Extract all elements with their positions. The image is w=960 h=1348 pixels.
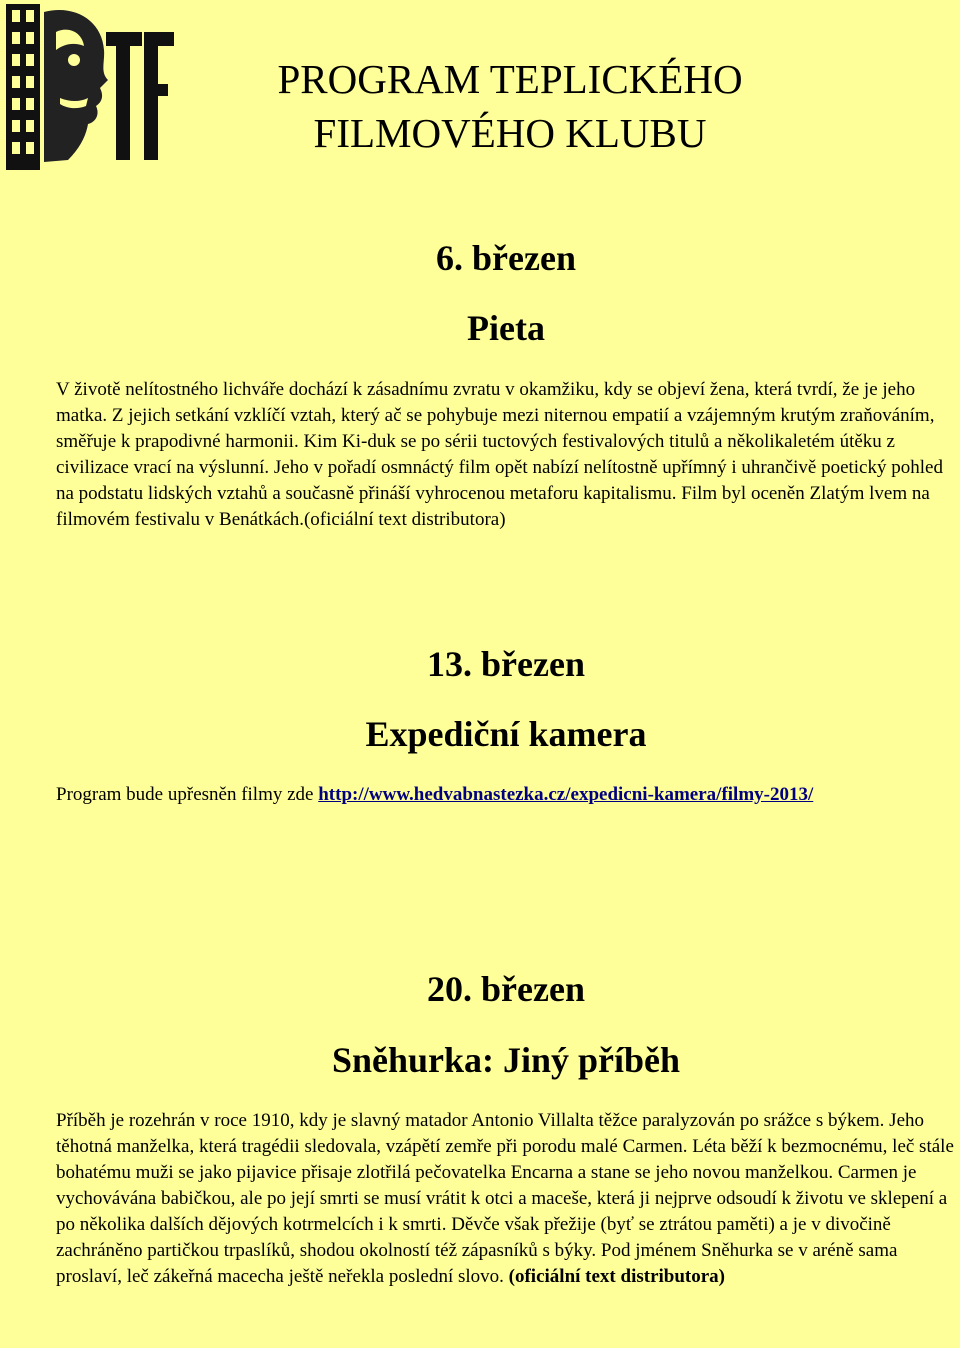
film-description-3	[56, 1108, 956, 1290]
event-date-1: 6. březen	[436, 238, 576, 278]
tff-logo-icon	[4, 2, 176, 172]
film-title-3: Sněhurka: Jiný příběh	[331, 1040, 681, 1080]
program-note: Program bude upřesněn filmy zde	[56, 784, 319, 805]
distributor-note: (oficiální text distributora)	[508, 1266, 726, 1287]
film-description-1: V životě nelítostného lichváře dochází k zásadnímu zvratu v okamžiku, kdy se objeví žena, která tvrdí, že je jeho matka. Z jejich setkání vzklíčí vztah, který ač se pohybuje mezi niternou empatií a vzájemným krutým zraňováním, směřuje k prapodivné harmonii. Kim Ki-duk se po sérii tuctových festivalových titulů a několikaletém útěku z civilizace vrací na výslunní. Jeho v pořadí osmnáctý film opět nabízí nelítostně upřímný i uhrančivě poetický pohled na podstatu lidských vztahů a současně přináší vyhrocenou metaforu kapitalismu. Film byl oceněn Zlatým lvem na filmovém festivalu v Benátkách.(oficiální text distributora)	[56, 379, 943, 530]
program-link[interactable]: http://www.hedvabnastezka.cz/expedicni-kamera/filmy-2013/	[318, 784, 814, 805]
film-description-3-text: Příběh je rozehrán v roce 1910, kdy je slavný matador Antonio Villalta těžce paralyzován po srážce s býkem. Jeho těhotná manželka, která tragédii sledovala, vzápětí zemře při porodu malé Carmen. Léta běží k bezmocnému, leč stále bohatému muži se jako pijavice přisaje zlotřilá pečovatelka Encarna a stane se jeho novou manželkou. Carmen je vychovávána babičkou, ale po její smrti se musí vrátit k otci a maceše, která ji nejprve odsoudí k životu ve sklepení a po několika dalších dějových kotrmelcích i k smrti. Děvče však přežije (byť se ztrátou paměti) a je v divočině zachráněno partičkou trpaslíků, shodou okolností též zápasníků s býky. Pod jménem Sněhurka se v aréně sama proslaví, leč zákeřná macecha ještě neřekla poslední slovo.	[56, 1110, 954, 1287]
event-date-2: 13. březen	[427, 644, 585, 684]
film-title-1: Pieta	[467, 308, 545, 348]
film-description-2	[56, 782, 956, 808]
logo-text: TF	[90, 170, 92, 171]
page-title-line1: PROGRAM TEPLICKÉHO	[277, 56, 743, 102]
film-title-2: Expediční kamera	[365, 714, 647, 754]
page-title-line2: FILMOVÉHO KLUBU	[313, 110, 707, 156]
page-title	[220, 52, 800, 160]
event-date-3: 20. březen	[427, 969, 585, 1009]
